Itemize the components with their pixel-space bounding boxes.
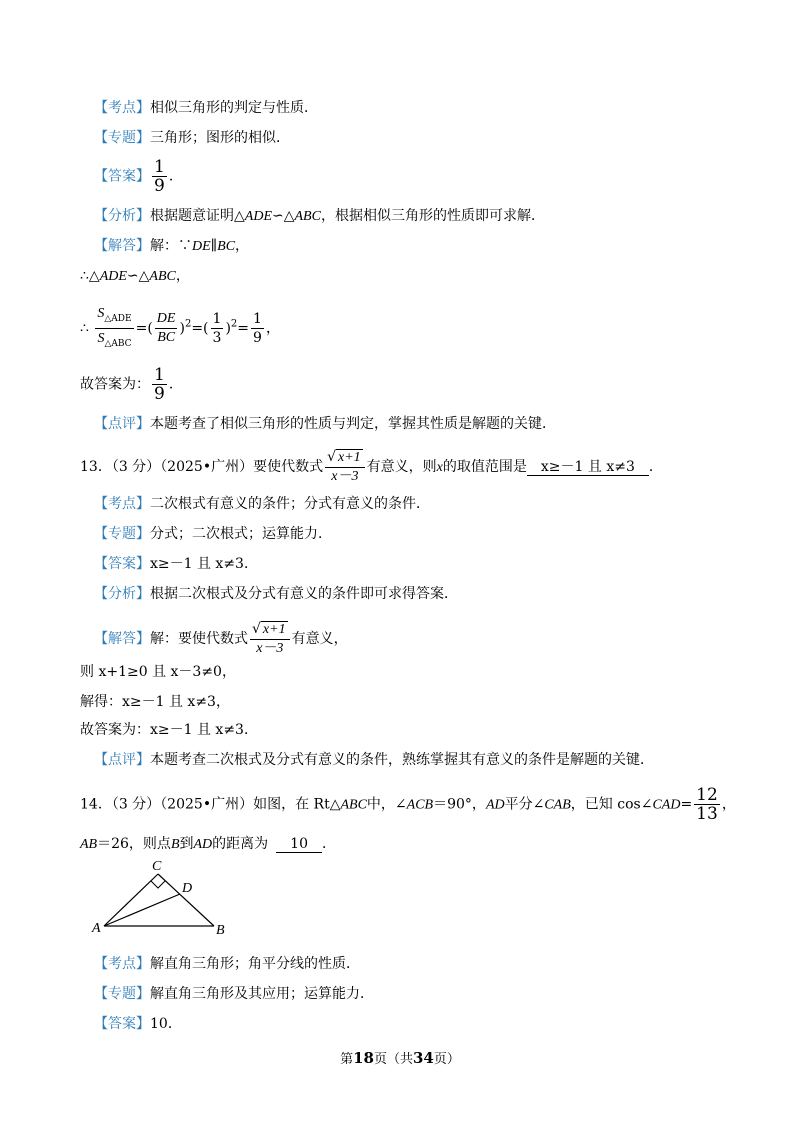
q13-step3: 故答案为：x≥－1 且 x≠3． <box>80 722 258 738</box>
vertex-a-label: A <box>92 921 101 936</box>
q14-answer-line: 【答案】10． <box>94 1016 182 1032</box>
page-number: 18 <box>353 1049 374 1067</box>
q12-dianping-line: 【点评】本题考查了相似三角形的性质与判定，掌握其性质是解题的关键． <box>94 416 556 432</box>
q12-answer-line: 【答案】 $\frac{1}{9}$ ． <box>94 157 183 196</box>
jieda-tag: 【解答】 <box>94 238 150 254</box>
result-fraction: $\frac{1}{9}$ <box>253 310 262 346</box>
total-pages: 34 <box>413 1049 434 1067</box>
q13-answer-line: 【答案】x≥－1 且 x≠3． <box>94 556 258 572</box>
triangle-figure <box>88 856 248 940</box>
kaodian-text: 相似三角形的判定与性质． <box>150 100 318 116</box>
q13-dianping-line: 【点评】本题考查二次根式及分式有意义的条件，熟练掌握其有意义的条件是解题的关键． <box>94 752 654 768</box>
answer-blank: 10 <box>276 836 322 853</box>
q12-jieda-line: 【解答】解：∵DE∥BC， <box>94 238 250 254</box>
zhuanti-tag: 【专题】 <box>94 130 150 146</box>
vertex-c-label: C <box>152 859 162 874</box>
q12-zhuanti-line <box>94 128 290 148</box>
conclusion-fraction: $\frac{1}{9}$ <box>154 365 165 404</box>
zhuanti-text: 三角形；图形的相似． <box>150 130 290 146</box>
q12-step2-equation: ∴ $\frac{S_{\triangle ADE}}{S_{\triangle ABC}}$ =( $\frac{DE}{BC}$ )$^2$=( $\frac{1}{3}$ )$^2$= $\frac{1}{9}$ ， <box>80 304 280 353</box>
answer-fraction: $\frac{1}{9}$ <box>154 157 165 196</box>
page-footer: 第18页（共34页） <box>340 1049 460 1067</box>
q13-jieda-line: 【解答】解：要使代数式 $\frac{√ x+1}{x-3}$ 有意义， <box>94 621 348 656</box>
q13-step1: 则 x+1≥0 且 x－3≠0， <box>80 664 236 680</box>
q14-zhuanti-line: 【专题】解直角三角形及其应用；运算能力． <box>94 986 374 1002</box>
kaodian-tag: 【考点】 <box>94 100 150 116</box>
q14-kaodian-line: 【考点】解直角三角形；角平分线的性质． <box>94 956 360 972</box>
question-number: 13． <box>80 459 112 475</box>
de-bc-fraction: $\frac{DE}{BC}$ <box>156 310 176 345</box>
question-number: 14． <box>80 796 112 813</box>
one-third-fraction: $\frac{1}{3}$ <box>212 310 222 346</box>
q13-step2: 解得：x≥－1 且 x≠3， <box>80 694 230 710</box>
q12-conclusion: 故答案为： $\frac{1}{9}$ ． <box>80 365 183 404</box>
q13-jieda-expression: $\frac{√ x+1}{x-3}$ <box>250 620 290 658</box>
vertex-b-label: B <box>216 923 225 938</box>
point-d-label: D <box>182 881 193 896</box>
q14-stem-line2: AB＝26，则点B到AD的距离为 10 ． <box>80 836 336 852</box>
cos-fraction: $\frac{12}{13}$ <box>696 785 718 824</box>
q12-step1: ∴△ADE∽△ABC， <box>80 268 190 284</box>
q13-zhuanti-line: 【专题】分式；二次根式；运算能力． <box>94 526 332 542</box>
answer-blank: x≥－1 且 x≠3 <box>527 459 649 476</box>
q13-fenxi-line: 【分析】根据二次根式及分式有意义的条件即可求得答案． <box>94 586 458 602</box>
dianping-tag: 【点评】 <box>94 416 150 432</box>
q12-fenxi-line: 【分析】根据题意证明△ADE∽△ABC，根据相似三角形的性质即可求解． <box>94 208 545 224</box>
q13-stem: 13．（3 分）（2025•广州）要使代数式 $\frac{√ x+1}{x-3}$ 有意义，则x的取值范围是 x≥－1 且 x≠3 ． <box>80 449 663 484</box>
q14-stem: 14．（3 分）（2025•广州）如图，在 Rt△ABC中，∠ACB＝90°，AD平分∠CAB，已知 cos∠CAD= $\frac{12}{13}$ ， <box>80 785 736 824</box>
q12-kaodian-line <box>94 98 318 118</box>
q13-expression: $\frac{√ x+1}{x-3}$ <box>325 448 365 486</box>
q13-kaodian-line: 【考点】二次根式有意义的条件；分式有意义的条件． <box>94 496 430 512</box>
area-ratio-fraction: $\frac{S_{\triangle ADE}}{S_{\triangle ABC}}$ <box>97 306 132 349</box>
answer-tag: 【答案】 <box>94 168 150 185</box>
fenxi-tag: 【分析】 <box>94 208 150 224</box>
